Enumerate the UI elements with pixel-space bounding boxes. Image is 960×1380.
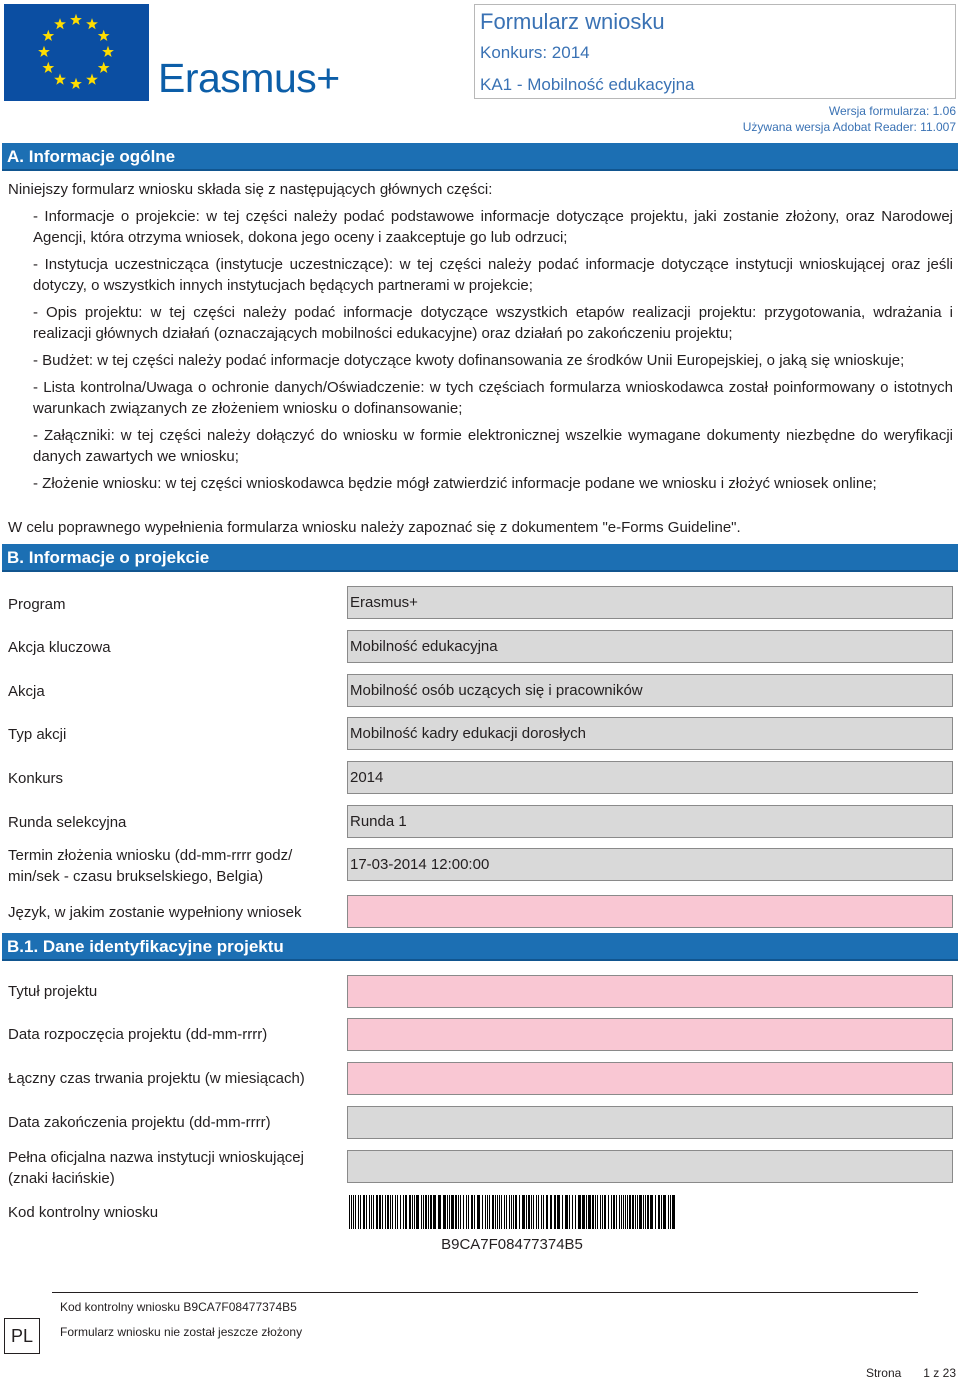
action-label: KA1 - Mobilność edukacyjna <box>480 75 695 94</box>
footer-divider <box>52 1292 918 1293</box>
page-number <box>866 1366 956 1380</box>
eu-star-icon <box>102 46 114 57</box>
barcode-bar <box>661 1195 662 1229</box>
barcode-bar <box>376 1195 378 1229</box>
control-code-label: Kod kontrolny wniosku <box>8 1204 159 1221</box>
barcode-bar <box>586 1195 587 1229</box>
barcode-bar <box>670 1195 671 1229</box>
eu-star-icon <box>98 30 110 41</box>
section-b-header: B. Informacje o projekcie <box>2 544 958 572</box>
barcode-bar <box>536 1195 537 1229</box>
barcode-bar <box>557 1195 560 1229</box>
barcode-bar <box>627 1195 628 1229</box>
barcode-bar <box>485 1195 486 1229</box>
barcode-bar <box>447 1195 448 1229</box>
barcode-bar <box>668 1195 669 1229</box>
page-label: Strona <box>865 1366 902 1380</box>
barcode-bar <box>619 1195 620 1229</box>
barcode-image <box>347 1195 677 1229</box>
barcode-bar <box>416 1195 419 1229</box>
barcode-bar <box>379 1195 381 1229</box>
duration-field[interactable] <box>347 1062 953 1095</box>
barcode-bar <box>519 1195 520 1229</box>
barcode-bar <box>554 1195 556 1229</box>
barcode-bar <box>592 1195 594 1229</box>
section-a-list <box>33 206 953 500</box>
start-date-field[interactable] <box>347 1018 953 1051</box>
selection-round-label: Runda selekcyjna <box>8 814 127 831</box>
barcode-bar <box>625 1195 626 1229</box>
barcode-bar <box>449 1195 450 1229</box>
deadline-label: Termin złożenia wniosku (dd-mm-rrrr godz/ min/sek - czasu brukselskiego, Belgia) <box>8 847 293 885</box>
barcode-bar <box>477 1195 480 1229</box>
barcode-bar <box>360 1195 361 1229</box>
form-title-box <box>474 4 956 99</box>
barcode-bar <box>390 1195 391 1229</box>
barcode-bar <box>395 1195 396 1229</box>
duration-label: Łączny czas trwania projektu (w miesiącach) <box>8 1070 305 1087</box>
barcode-bar <box>400 1195 401 1229</box>
barcode-bar <box>621 1195 622 1229</box>
start-date-label: Data rozpoczęcia projektu (dd-mm-rrrr) <box>8 1026 268 1043</box>
language-label: Język, w jakim zostanie wypełniony wniosek <box>8 904 302 921</box>
barcode-bar <box>369 1195 370 1229</box>
barcode-bar <box>602 1195 603 1229</box>
barcode-bar <box>405 1195 407 1229</box>
barcode-bar <box>550 1195 552 1229</box>
barcode-bar <box>511 1195 512 1229</box>
eu-star-icon <box>42 62 54 73</box>
eu-star-icon <box>98 62 110 73</box>
barcode-bar <box>373 1195 374 1229</box>
eu-star-icon <box>70 14 82 25</box>
barcode-bar <box>492 1195 494 1229</box>
applicant-name-field[interactable] <box>347 1150 953 1183</box>
footer-control-code: Kod kontrolny wniosku B9CA7F08477374B5 <box>60 1300 297 1314</box>
section-a-header: A. Informacje ogólne <box>2 143 958 171</box>
barcode-bar <box>421 1195 422 1229</box>
list-item: - Instytucja uczestnicząca (instytucje uczestniczące): w tej części należy podać informacje dotyczące instytucji wnioskującej oraz jeśli dotyczy, o wszystkich innych instytucjach będących partnerami w projekcie; <box>33 256 953 294</box>
barcode-bar <box>513 1195 514 1229</box>
applicant-name-label: Pełna oficjalna nazwa instytucji wnioskującej (znaki łacińskie) <box>8 1149 304 1187</box>
barcode-bar <box>543 1195 544 1229</box>
list-item: - Lista kontrolna/Uwaga o ochronie danych/Oświadczenie: w tych częściach formularza wnioskodawca został poinformowany o istotnych warunkach związanych ze złożeniem wniosku o dofinansowanie; <box>33 379 953 417</box>
eu-star-icon <box>38 46 50 57</box>
barcode-bar <box>451 1195 454 1229</box>
barcode-bar <box>455 1195 457 1229</box>
project-title-field[interactable] <box>347 975 953 1008</box>
barcode-bar <box>458 1195 459 1229</box>
eu-star-icon <box>70 78 82 89</box>
action-field[interactable]: Mobilność osób uczących się i pracowników <box>347 674 953 707</box>
barcode-bar <box>466 1195 467 1229</box>
barcode-bar <box>351 1195 352 1229</box>
section-b1-header: B.1. Dane identyfikacyjne projektu <box>2 933 958 961</box>
form-version: Wersja formularza: 1.06 <box>828 104 956 118</box>
barcode-bar <box>366 1195 367 1229</box>
barcode-bar <box>489 1195 490 1229</box>
barcode-bar <box>430 1195 432 1229</box>
barcode-bar <box>353 1195 354 1229</box>
eu-flag-logo <box>4 4 149 101</box>
eu-star-icon <box>86 74 98 85</box>
eu-star-icon <box>86 18 98 29</box>
barcode-bar <box>635 1195 636 1229</box>
barcode-bar <box>482 1195 483 1229</box>
barcode-bar <box>371 1195 372 1229</box>
barcode-bar <box>506 1195 507 1229</box>
barcode-bar <box>363 1195 365 1229</box>
barcode-bar <box>522 1195 525 1229</box>
eu-star-icon <box>54 18 66 29</box>
barcode-bar <box>433 1195 436 1229</box>
selection-round-field[interactable]: Runda 1 <box>347 805 953 838</box>
form-title: Formularz wniosku <box>480 9 665 34</box>
barcode-bar <box>597 1195 598 1229</box>
barcode-bar <box>471 1195 473 1229</box>
barcode-bar <box>425 1195 427 1229</box>
barcode-bar <box>515 1195 517 1229</box>
list-item: - Opis projektu: w tej części należy podać informacje dotyczące wszystkich etapów realizacji projektu: przygotowania, wdrażania i realizacji głównych działań (oznaczających mobilności edukacyjne) oraz działań po zakończeniu projektu; <box>33 304 953 342</box>
list-item: - Załączniki: w tej części należy dołączyć do wniosku w formie elektronicznej wszelkie wymagane dokumenty niezbędne do weryfikacji danych zawartych we wniosku; <box>33 427 953 465</box>
contest-row-label: Konkurs <box>8 770 64 787</box>
barcode-bar <box>578 1195 581 1229</box>
eu-star-icon <box>42 30 54 41</box>
barcode-bar <box>412 1195 413 1229</box>
list-item: - Złożenie wniosku: w tej części wnioskodawca będzie mógł zatwierdzić informacje podane we wniosku i złożyć wniosek online; <box>33 475 877 492</box>
barcode-bar <box>623 1195 624 1229</box>
barcode-bar <box>463 1195 464 1229</box>
barcode-bar <box>460 1195 461 1229</box>
barcode-bar <box>443 1195 446 1229</box>
reader-version: Używana wersja Adobat Reader: 11.007 <box>742 120 956 134</box>
barcode-bar <box>538 1195 539 1229</box>
barcode-bar <box>647 1195 649 1229</box>
section-a-closing: W celu poprawnego wypełnienia formularza wniosku należy zapoznać się z dokumentem "e-Forms Guideline". <box>8 519 741 536</box>
barcode-bar <box>403 1195 404 1229</box>
barcode-bar <box>562 1195 563 1229</box>
barcode-bar <box>526 1195 527 1229</box>
barcode-bar <box>531 1195 532 1229</box>
barcode-bar <box>487 1195 488 1229</box>
barcode-bar <box>632 1195 634 1229</box>
barcode-bar <box>639 1195 642 1229</box>
barcode-bar <box>428 1195 429 1229</box>
control-code-value: B9CA7F08477374B5 <box>441 1236 583 1253</box>
barcode-bar <box>382 1195 383 1229</box>
barcode-bar <box>438 1195 441 1229</box>
barcode-bar <box>608 1195 609 1229</box>
barcode-bar <box>629 1195 631 1229</box>
barcode-bar <box>497 1195 498 1229</box>
barcode-bar <box>501 1195 502 1229</box>
barcode-bar <box>358 1195 359 1229</box>
barcode-bar <box>613 1195 615 1229</box>
action-label-row: Akcja <box>8 683 45 700</box>
barcode-bar <box>658 1195 660 1229</box>
language-select[interactable] <box>347 895 953 928</box>
barcode-bar <box>533 1195 534 1229</box>
program-field[interactable]: Erasmus+ <box>347 586 953 619</box>
barcode-bar <box>663 1195 666 1229</box>
barcode-bar <box>397 1195 398 1229</box>
barcode-bar <box>611 1195 612 1229</box>
deadline-field[interactable]: 17-03-2014 12:00:00 <box>347 848 953 881</box>
project-title-label: Tytuł projektu <box>8 983 98 1000</box>
barcode-bar <box>414 1195 415 1229</box>
barcode-bar <box>385 1195 386 1229</box>
program-label: Program <box>8 596 66 613</box>
action-type-field[interactable]: Mobilność kadry edukacji dorosłych <box>347 717 953 750</box>
barcode-bar <box>650 1195 653 1229</box>
barcode-bar <box>392 1195 393 1229</box>
key-action-label: Akcja kluczowa <box>8 639 111 656</box>
end-date-field[interactable] <box>347 1106 953 1139</box>
barcode-bar <box>468 1195 469 1229</box>
barcode-bar <box>474 1195 475 1229</box>
barcode-bar <box>572 1195 573 1229</box>
barcode-bar <box>546 1195 548 1229</box>
barcode-bar <box>541 1195 542 1229</box>
barcode-bar <box>499 1195 500 1229</box>
section-a-intro: Niniejszy formularz wniosku składa się z następujących głównych części: <box>8 181 493 198</box>
barcode-bar <box>528 1195 530 1229</box>
barcode-bar <box>387 1195 389 1229</box>
barcode-bar <box>569 1195 570 1229</box>
barcode-bar <box>655 1195 656 1229</box>
list-item: - Informacje o projekcie: w tej części należy podać podstawowe informacje dotyczące projektu, jaki zostanie złożony, oraz Narodowej Agencji, która otrzyma wniosek, dokona jego oceny i zaakceptuje go lub odrzuci; <box>33 208 953 246</box>
barcode-bar <box>645 1195 646 1229</box>
barcode-bar <box>672 1195 675 1229</box>
barcode-bar <box>637 1195 638 1229</box>
barcode-bar <box>565 1195 568 1229</box>
barcode-bar <box>423 1195 424 1229</box>
barcode-bar <box>349 1195 350 1229</box>
barcode-bar <box>582 1195 585 1229</box>
erasmus-plus-logo: Erasmus+ <box>158 55 340 101</box>
barcode-bar <box>588 1195 591 1229</box>
barcode-bar <box>575 1195 576 1229</box>
barcode-bar <box>600 1195 601 1229</box>
end-date-label: Data zakończenia projektu (dd-mm-rrrr) <box>8 1114 271 1131</box>
contest-field[interactable]: 2014 <box>347 761 953 794</box>
barcode-bar <box>616 1195 617 1229</box>
page-of: 1 z 23 <box>923 1366 956 1380</box>
barcode-bar <box>509 1195 510 1229</box>
barcode-bar <box>604 1195 606 1229</box>
barcode-bar <box>495 1195 496 1229</box>
eu-star-icon <box>54 74 66 85</box>
barcode-bar <box>643 1195 644 1229</box>
barcode-bar <box>595 1195 596 1229</box>
barcode-bar <box>504 1195 505 1229</box>
barcode-bar <box>355 1195 356 1229</box>
footer-status: Formularz wniosku nie został jeszcze złożony <box>60 1325 303 1339</box>
contest-label: Konkurs: 2014 <box>480 43 590 62</box>
list-item: - Budżet: w tej części należy podać informacje dotyczące kwoty dofinansowania ze środków Unii Europejskiej, o jaką się wnioskuje; <box>33 352 905 369</box>
barcode-bar <box>409 1195 411 1229</box>
key-action-field[interactable]: Mobilność edukacyjna <box>347 630 953 663</box>
action-type-label: Typ akcji <box>8 726 67 743</box>
language-badge: PL <box>4 1318 40 1354</box>
